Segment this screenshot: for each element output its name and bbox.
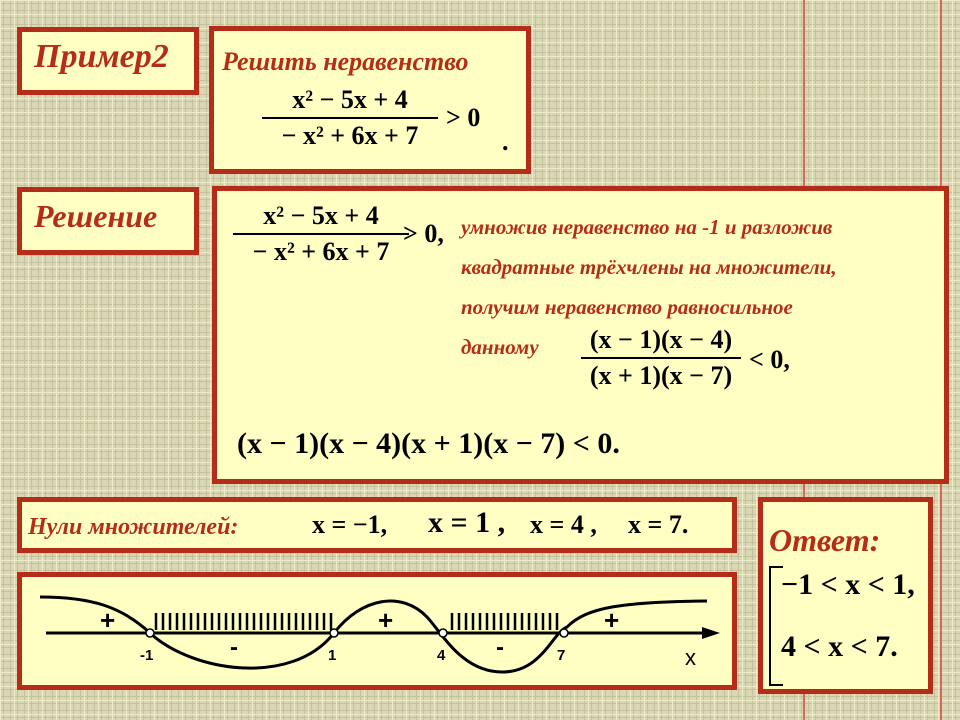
tick-label: 1	[328, 647, 337, 664]
solution-label-box	[17, 187, 199, 255]
tick-label: 7	[557, 647, 566, 664]
zero-point	[560, 629, 568, 637]
solution-numerator: x² − 5x + 4	[263, 201, 379, 230]
sign-label: +	[604, 605, 620, 635]
task-denominator: − x² + 6x + 7	[281, 121, 419, 150]
tick-label: -1	[140, 647, 154, 664]
number-line-box	[17, 572, 737, 690]
factored-numerator: (x − 1)(x − 4)	[589, 325, 733, 354]
explanation-line: данному	[461, 335, 539, 359]
task-period: .	[502, 127, 509, 156]
answer-line: 4 < x < 7.	[781, 630, 898, 663]
task-box	[209, 26, 531, 174]
axis-arrow	[702, 627, 720, 639]
solution-denominator: − x² + 6x + 7	[252, 237, 390, 266]
answer-box	[758, 497, 933, 694]
sign-label: +	[100, 605, 116, 635]
factored-relation: < 0,	[749, 345, 790, 374]
zero-point	[439, 629, 447, 637]
sign-label: -	[496, 634, 504, 661]
task-relation: > 0	[446, 103, 481, 132]
explanation-line: умножив неравенство на -1 и разложив	[461, 215, 833, 239]
task-numerator: x² − 5x + 4	[292, 85, 408, 114]
answer-label: Ответ:	[769, 522, 881, 558]
sign-label: +	[378, 605, 394, 635]
example-box	[17, 27, 199, 95]
zero-point	[146, 629, 154, 637]
zero-value: x = 1 ,	[428, 506, 506, 539]
factored-fraction	[581, 325, 741, 391]
solution-label: Решение	[34, 198, 158, 234]
hatching-left	[156, 613, 331, 630]
task-heading: Решить неравенство	[222, 47, 469, 76]
axis-label: x	[685, 645, 696, 670]
task-fraction	[262, 85, 438, 151]
solution-relation: > 0,	[403, 219, 444, 248]
factored-denominator: (x + 1)(x − 7)	[589, 361, 733, 390]
zero-value: x = 4 ,	[530, 510, 597, 539]
hatching-right	[452, 613, 557, 630]
zero-value: x = 7.	[628, 510, 689, 539]
solution-fraction	[233, 201, 409, 267]
explanation-line: квадратные трёхчлены на множители,	[461, 255, 837, 279]
answer-line: −1 < x < 1,	[781, 568, 915, 601]
zero-value: x = −1,	[312, 510, 388, 539]
product-inequality: (x − 1)(x − 4)(x + 1)(x − 7) < 0.	[237, 427, 620, 460]
example-title: Пример2	[34, 38, 169, 75]
solution-box	[212, 186, 949, 484]
explanation-line: получим неравенство равносильное	[461, 295, 793, 319]
zero-point	[330, 629, 338, 637]
sign-label: -	[230, 634, 238, 661]
number-line	[22, 577, 732, 685]
zeros-label: Нули множителей:	[28, 514, 239, 540]
zeros-box	[17, 497, 737, 553]
tick-label: 4	[437, 647, 446, 664]
